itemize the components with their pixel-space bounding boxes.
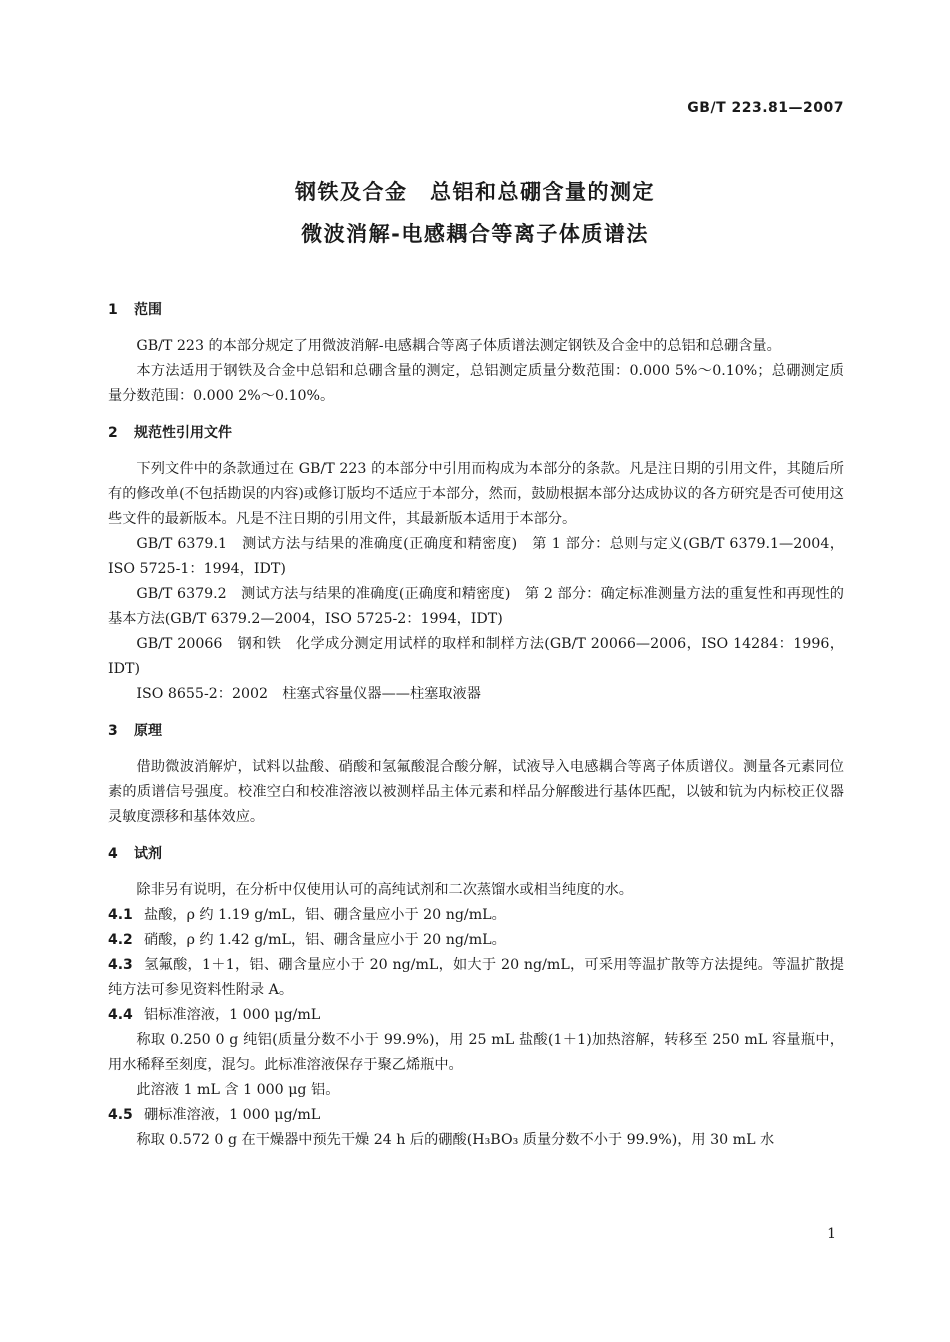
clause-number: 4.5	[108, 1107, 133, 1123]
clause-4-1	[108, 903, 844, 928]
section-heading-principle	[108, 719, 844, 744]
paragraph: 除非另有说明，在分析中仅使用认可的高纯试剂和二次蒸馏水或相当纯度的水。	[136, 882, 633, 898]
clause-number: 4.2	[108, 932, 133, 948]
paragraph: 称取 0.572 0 g 在干燥器中预先干燥 24 h 后的硼酸(H₃BO₃ 质量分数不小于 99.9%)，用 30 mL 水	[136, 1132, 775, 1148]
section-heading-scope	[108, 298, 844, 323]
clause-number: 4.1	[108, 907, 133, 923]
clause-text: 盐酸，ρ 约 1.19 g/mL，铝、硼含量应小于 20 ng/mL。	[144, 907, 506, 923]
section-number: 1	[108, 302, 118, 318]
paragraph: 借助微波消解炉，试料以盐酸、硝酸和氢氟酸混合酸分解，试液导入电感耦合等离子体质谱仪。测量各元素同位素的质谱信号强度。校准空白和校准溶液以被测样品主体元素和样品分解酸进行基体匹配，以铍和钪为内标校正仪器灵敏度漂移和基体效应。	[108, 759, 844, 825]
clause-4-5	[108, 1103, 844, 1128]
clause-text: 硼标准溶液，1 000 μg/mL	[144, 1107, 321, 1123]
clause-number: 4.4	[108, 1007, 133, 1023]
clause-number: 4.3	[108, 957, 133, 973]
paragraph: 称取 0.250 0 g 纯铝(质量分数不小于 99.9%)，用 25 mL 盐酸(1＋1)加热溶解，转移至 250 mL 容量瓶中，用水稀释至刻度，混匀。此标准溶液保存于聚乙烯瓶中。	[108, 1032, 844, 1073]
reference-item: ISO 8655-2：2002 柱塞式容量仪器——柱塞取液器	[136, 686, 481, 702]
clause-4-4	[108, 1003, 844, 1028]
clause-4-3	[108, 953, 844, 1003]
document-title-line-1: 钢铁及合金 总铝和总硼含量的测定	[295, 180, 655, 204]
document-body	[108, 298, 844, 1153]
section-title: 范围	[134, 302, 162, 318]
paragraph: 此溶液 1 mL 含 1 000 μg 铝。	[136, 1082, 340, 1098]
reference-item: GB/T 20066 钢和铁 化学成分测定用试样的取样和制样方法(GB/T 20066—2006，ISO 14284：1996，IDT)	[108, 636, 844, 677]
section-title: 试剂	[134, 846, 162, 862]
clause-4-2	[108, 928, 844, 953]
paragraph: GB/T 223 的本部分规定了用微波消解-电感耦合等离子体质谱法测定钢铁及合金中的总铝和总硼含量。	[136, 338, 781, 354]
section-heading-reagents	[108, 842, 844, 867]
clause-text: 硝酸，ρ 约 1.42 g/mL，铝、硼含量应小于 20 ng/mL。	[144, 932, 506, 948]
section-heading-normative-references	[108, 421, 844, 446]
document-title-line-2: 微波消解-电感耦合等离子体质谱法	[301, 222, 649, 246]
reference-item: GB/T 6379.2 测试方法与结果的准确度(正确度和精密度) 第 2 部分：确定标准测量方法的重复性和再现性的基本方法(GB/T 6379.2—2004，ISO 5725-2：1994，IDT)	[108, 586, 844, 627]
standard-number: GB/T 223.81—2007	[687, 100, 844, 116]
paragraph: 本方法适用于钢铁及合金中总铝和总硼含量的测定，总铝测定质量分数范围：0.000 5%～0.10%；总硼测定质量分数范围：0.000 2%～0.10%。	[108, 363, 844, 404]
paragraph: 下列文件中的条款通过在 GB/T 223 的本部分中引用而构成为本部分的条款。凡是注日期的引用文件，其随后所有的修改单(不包括勘误的内容)或修订版均不适应于本部分，然而，鼓励根据本部分达成协议的各方研究是否可使用这些文件的最新版本。凡是不注日期的引用文件，其最新版本适用于本部分。	[108, 461, 844, 527]
section-number: 2	[108, 425, 118, 441]
clause-text: 氢氟酸，1＋1，铝、硼含量应小于 20 ng/mL，如大于 20 ng/mL，可采用等温扩散等方法提纯。等温扩散提纯方法可参见资料性附录 A。	[108, 957, 844, 998]
section-title: 规范性引用文件	[134, 425, 232, 441]
section-number: 4	[108, 846, 118, 862]
section-number: 3	[108, 723, 118, 739]
section-title: 原理	[134, 723, 162, 739]
page-number: 1	[827, 1226, 836, 1242]
reference-item: GB/T 6379.1 测试方法与结果的准确度(正确度和精密度) 第 1 部分：总则与定义(GB/T 6379.1—2004，ISO 5725-1：1994，IDT)	[108, 536, 844, 577]
clause-text: 铝标准溶液，1 000 μg/mL	[144, 1007, 321, 1023]
